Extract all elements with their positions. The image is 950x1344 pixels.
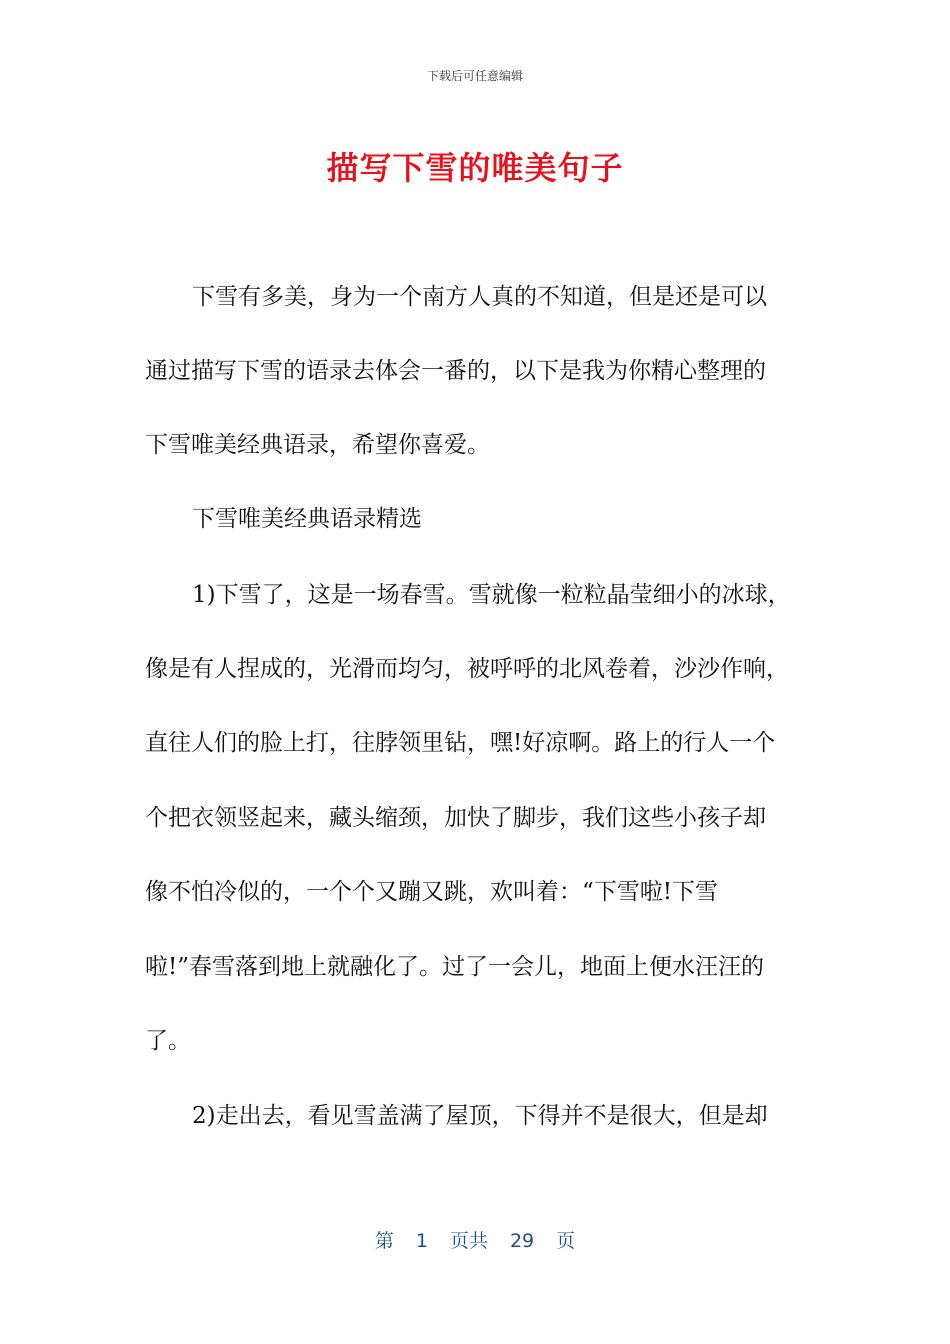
- paragraph-line: 了。: [145, 1028, 191, 1054]
- paragraph-line: 直往人们的脸上打，往脖领里钻，嘿!好凉啊。路上的行人一个: [145, 730, 776, 756]
- paragraph-line: 通过描写下雪的语录去体会一番的，以下是我为你精心整理的: [145, 358, 766, 384]
- paragraph-line: 下雪有多美，身为一个南方人真的不知道，但是还是可以: [192, 284, 767, 310]
- footer-suffix: 页: [556, 1230, 576, 1252]
- paragraph-line: 1)下雪了，这是一场春雪。雪就像一粒粒晶莹细小的冰球，: [192, 582, 791, 608]
- paragraph-line: 2)走出去，看见雪盖满了屋顶，下得并不是很大，但是却: [192, 1103, 768, 1129]
- section-heading: 下雪唯美经典语录精选: [192, 506, 422, 532]
- paragraph-line: 下雪唯美经典语录，希望你喜爱。: [145, 432, 490, 458]
- page-footer: [0, 1226, 950, 1253]
- footer-middle: 页共: [449, 1230, 488, 1252]
- paragraph-line: 个把衣领竖起来，藏头缩颈，加快了脚步，我们这些小孩子却: [145, 805, 766, 831]
- paragraph-line: 像是有人捏成的，光滑而均匀，被呼呼的北风卷着，沙沙作响，: [145, 656, 789, 682]
- footer-prefix: 第: [374, 1230, 394, 1252]
- document-title: 描写下雪的唯美句子: [326, 149, 624, 187]
- header-note: 下载后可任意编辑: [426, 69, 523, 83]
- paragraph-line: 像不怕冷似的，一个个又蹦又跳，欢叫着：“下雪啦!下雪: [145, 879, 719, 905]
- footer-total-pages: 29: [509, 1230, 535, 1252]
- paragraph-line: 啦!”春雪落到地上就融化了。过了一会儿，地面上便水汪汪的: [145, 954, 765, 980]
- footer-page-number: 1: [415, 1230, 428, 1252]
